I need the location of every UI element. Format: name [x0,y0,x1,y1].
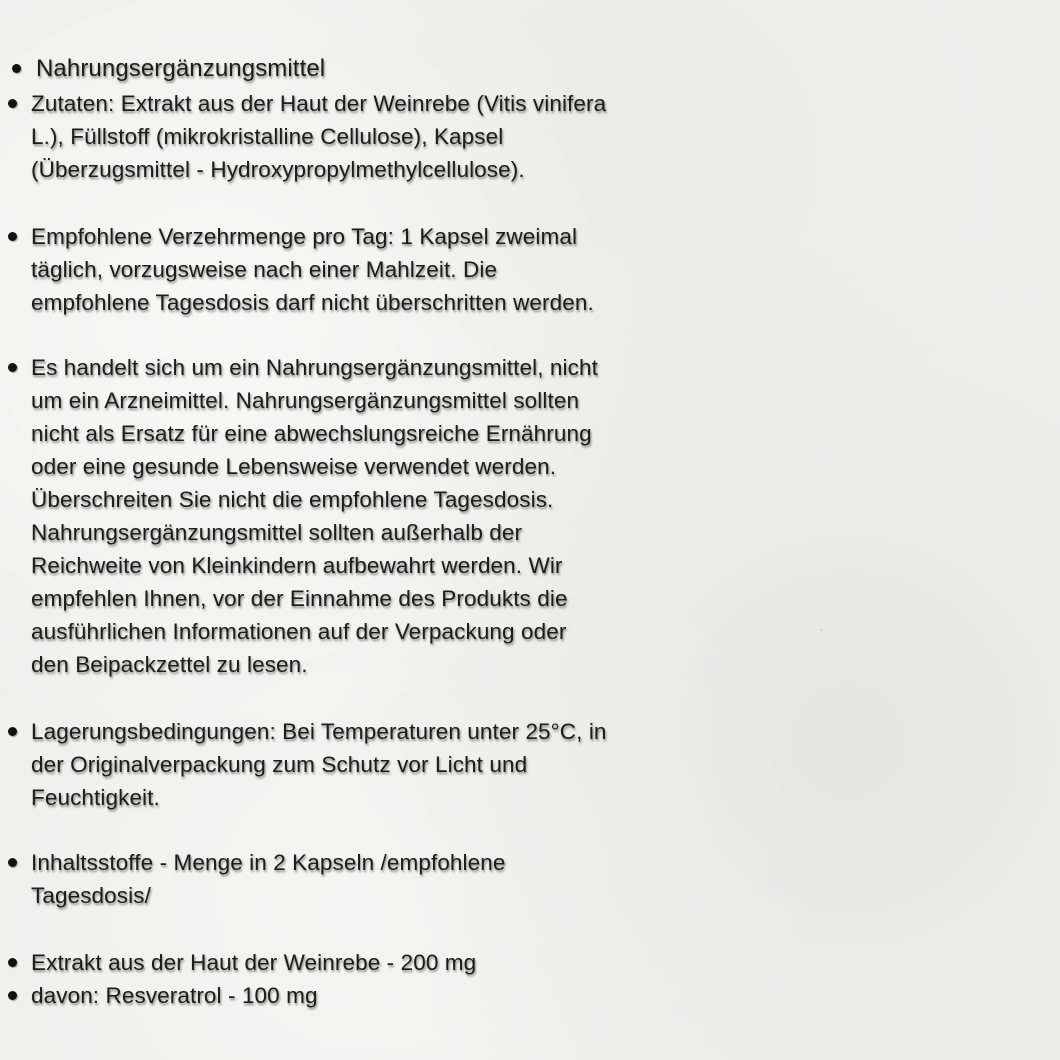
bullet-icon [12,64,21,73]
warning-line: empfehlen Ihnen, vor der Einnahme des Produkts die [31,586,568,611]
paper-speck: ˈ [820,629,824,640]
bullet-icon [8,99,17,108]
warning-line: ausführlichen Informationen auf der Verpackung oder [31,619,567,644]
storage-line: der Originalverpackung zum Schutz vor Licht und [31,752,528,777]
storage-line: Lagerungsbedingungen: Bei Temperaturen unter 25°C, in [31,719,607,744]
storage-line: Feuchtigkeit. [31,785,160,810]
ingredients-line: (Überzugsmittel - Hydroxypropylmethylcellulose). [31,157,525,182]
dosage-line: empfohlene Tagesdosis darf nicht überschritten werden. [31,290,594,315]
title-item: Nahrungsergänzungsmittel [36,55,326,82]
warning-line: oder eine gesunde Lebensweise verwendet werden. [31,454,557,479]
warning-line: Reichweite von Kleinkindern aufbewahrt werden. Wir [31,553,563,578]
bullet-icon [8,232,17,241]
ingredients-line: Zutaten: Extrakt aus der Haut der Weinrebe (Vitis vinifera [31,91,607,116]
warning-line: Nahrungsergänzungsmittel sollten außerhalb der [31,520,523,545]
bullet-icon [8,363,17,372]
warning-line: Es handelt sich um ein Nahrungsergänzungsmittel, nicht [31,355,598,380]
dosage-line: Empfohlene Verzehrmenge pro Tag: 1 Kapsel zweimal [31,224,578,249]
warning-line: nicht als Ersatz für eine abwechslungsreiche Ernährung [31,421,592,446]
warning-line: um ein Arzneimittel. Nahrungsergänzungsmittel sollten [31,388,580,413]
bullet-icon [8,991,17,1000]
dosage-line: täglich, vorzugsweise nach einer Mahlzeit. Die [31,257,498,282]
contents-header-line: Tagesdosis/ [31,883,151,908]
contents-header-line: Inhaltsstoffe - Menge in 2 Kapseln /empfohlene [31,850,506,875]
warning-line: den Beipackzettel zu lesen. [31,652,308,677]
bullet-icon [8,727,17,736]
bullet-icon [8,858,17,867]
resveratrol-item: davon: Resveratrol - 100 mg [31,983,318,1008]
extract-item: Extrakt aus der Haut der Weinrebe - 200 mg [31,950,477,975]
bullet-icon [8,958,17,967]
warning-line: Überschreiten Sie nicht die empfohlene Tagesdosis. [31,487,554,512]
ingredients-line: L.), Füllstoff (mikrokristalline Cellulose), Kapsel [31,124,504,149]
